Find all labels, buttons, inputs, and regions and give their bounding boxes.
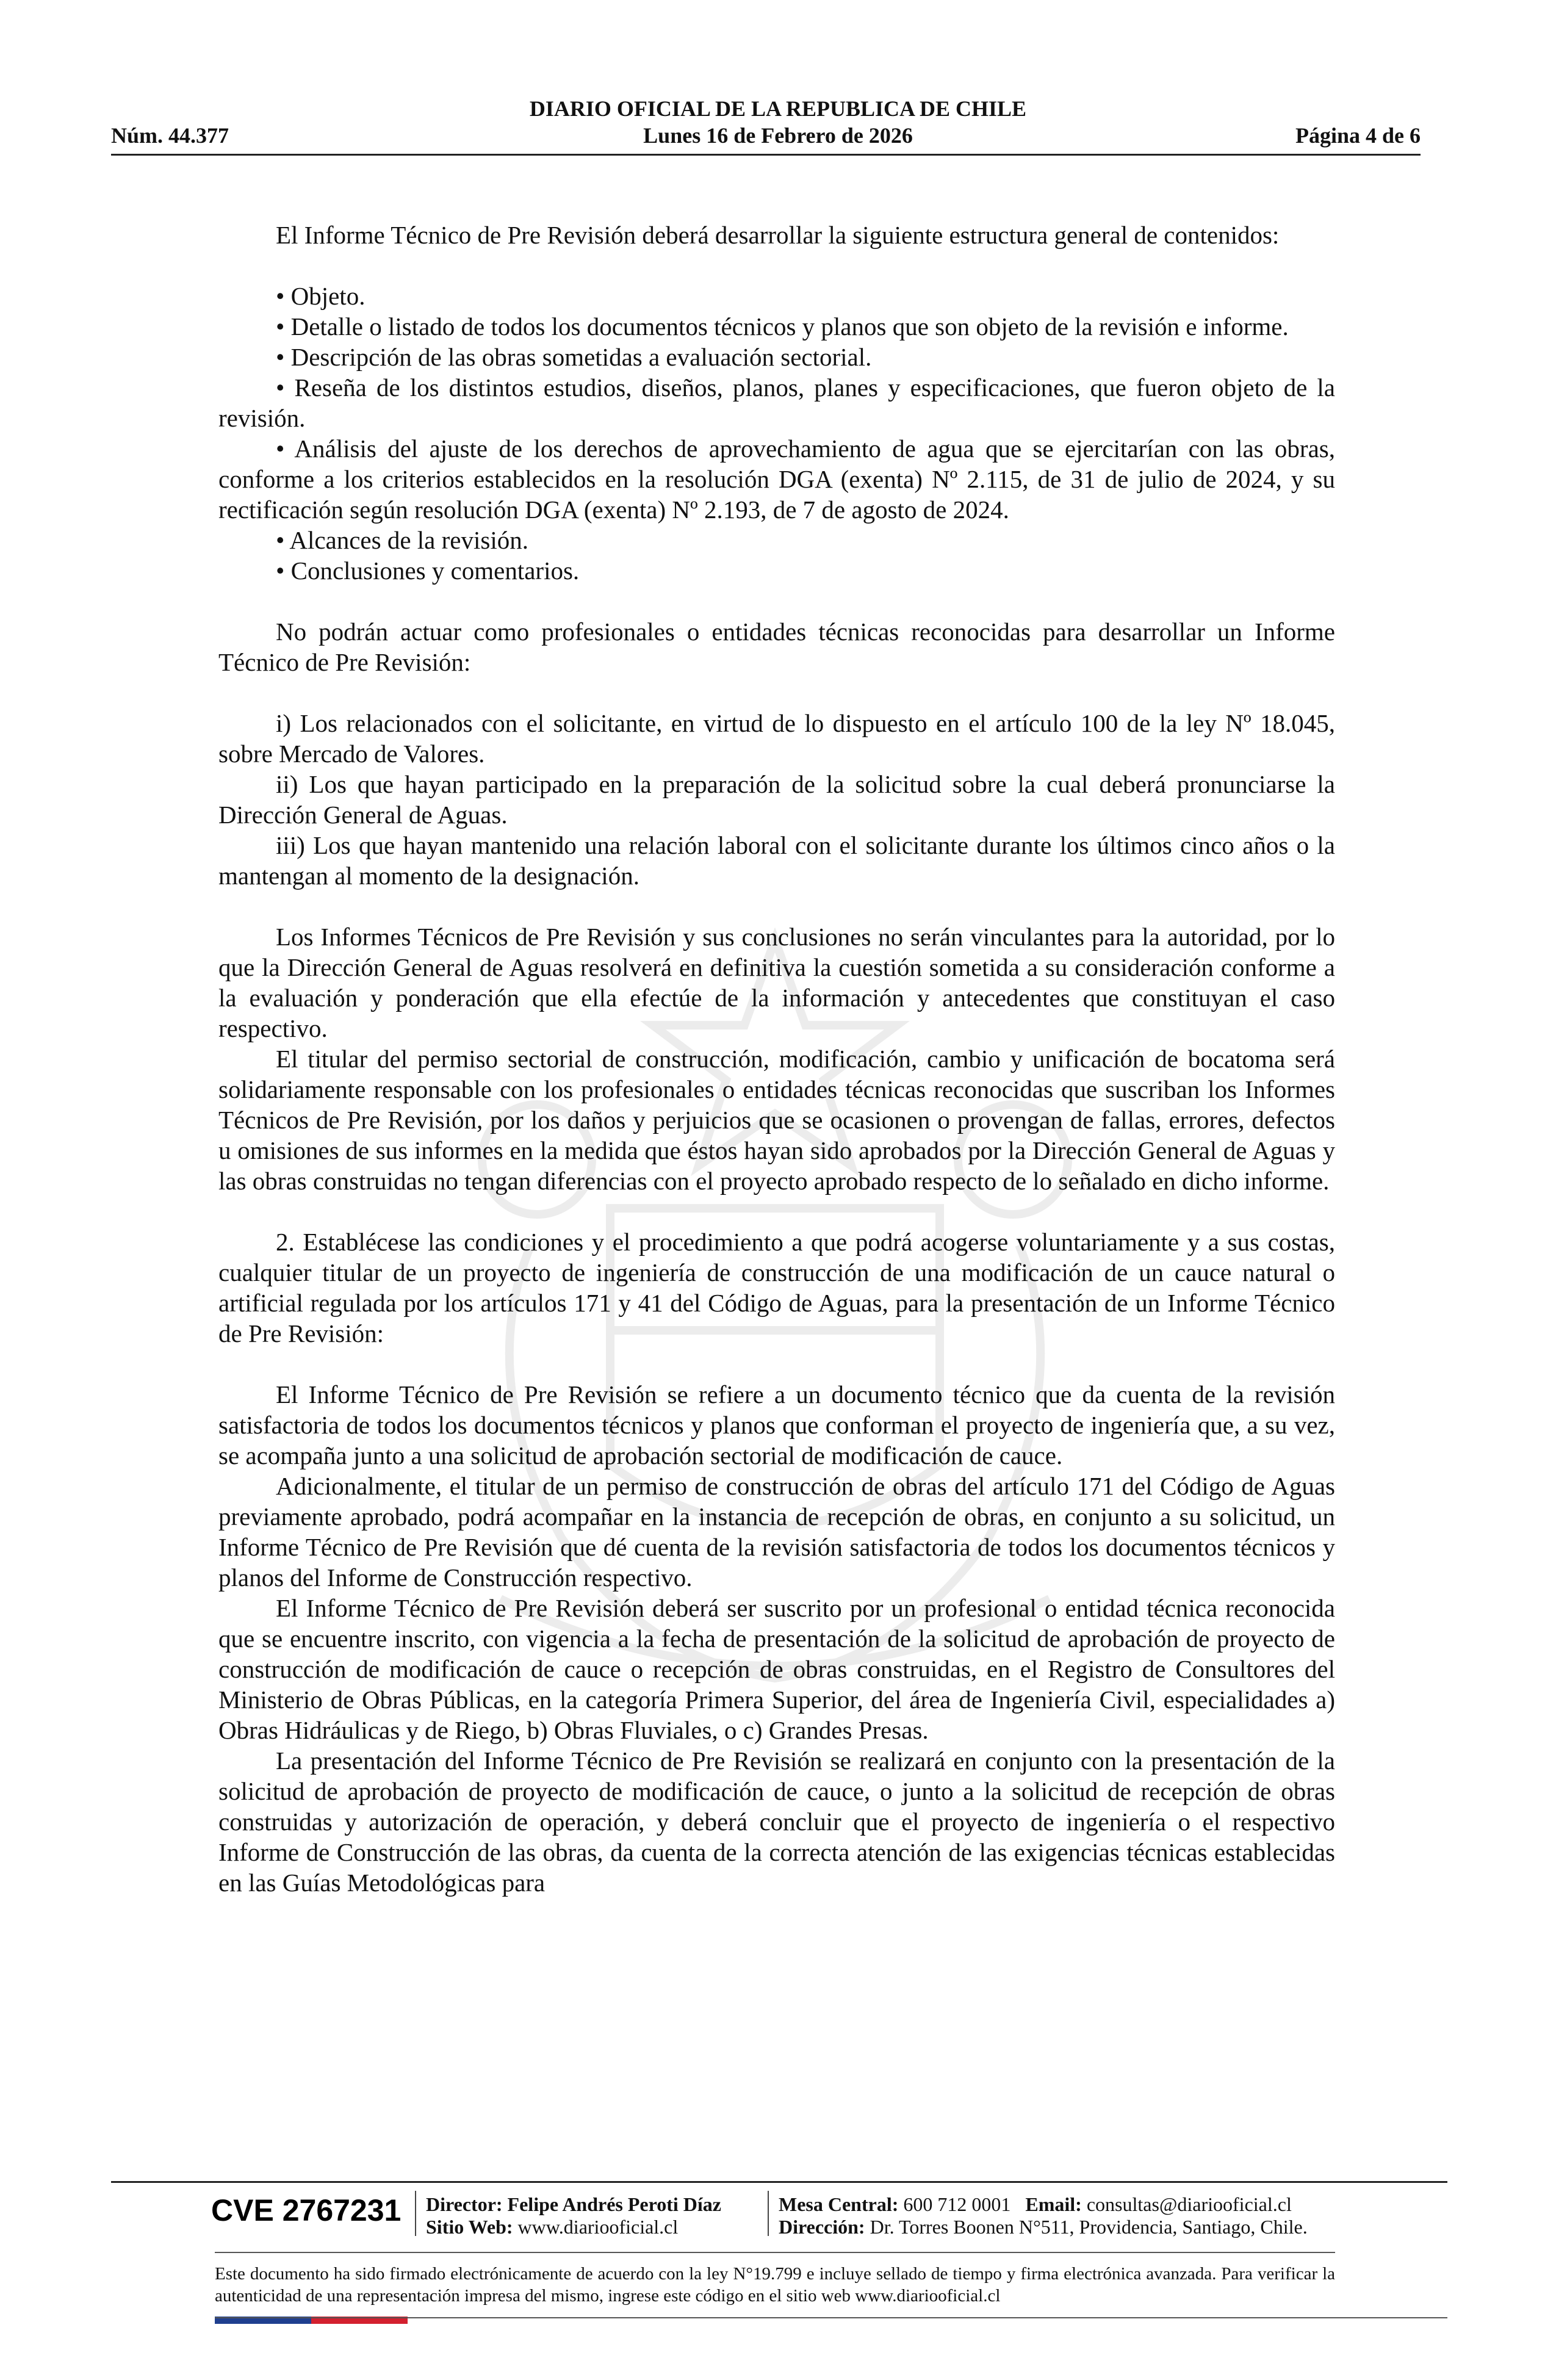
body-paragraph: • Descripción de las obras sometidas a evaluación sectorial. bbox=[276, 343, 872, 371]
site-label: Sitio Web: bbox=[426, 2216, 513, 2238]
body-paragraph: No podrán actuar como profesionales o entidades técnicas reconocidas para desarrollar un Informe Técnico de Pre Revisión: bbox=[218, 618, 1335, 676]
email-link[interactable]: consultas@diariooficial.cl bbox=[1086, 2193, 1292, 2215]
body-paragraph: • Alcances de la revisión. bbox=[276, 526, 528, 554]
paragraph-gap bbox=[218, 586, 1335, 616]
footer-bottom-rule bbox=[215, 2317, 1447, 2318]
paragraph-gap bbox=[218, 677, 1335, 708]
mesa-phone: 600 712 0001 bbox=[903, 2193, 1011, 2215]
paragraph-gap bbox=[218, 1196, 1335, 1227]
footer-separator bbox=[768, 2191, 769, 2236]
paragraph-gap bbox=[218, 1349, 1335, 1379]
legal-notice: Este documento ha sido firmado electrónicamente de acuerdo con la ley N°19.799 e incluye sellado de tiempo y firma electrónica avanzada. Para verificar la autenticidad de una representación impresa del mismo, ingrese este código en el sitio web www.diariooficial.cl bbox=[215, 2264, 1335, 2306]
paragraph-gap bbox=[218, 250, 1335, 281]
body-paragraph: • Objeto. bbox=[276, 282, 366, 310]
body-paragraph: ii) Los que hayan participado en la preparación de la solicitud sobre la cual deberá pronunciarse la Dirección General de Aguas. bbox=[218, 770, 1335, 829]
address-value: Dr. Torres Boonen N°511, Providencia, Santiago, Chile. bbox=[870, 2216, 1308, 2238]
body-paragraph: iii) Los que hayan mantenido una relación laboral con el solicitante durante los últimos cinco años o la mantengan al momento de la designación. bbox=[218, 831, 1335, 890]
cve-code: CVE 2767231 bbox=[211, 2193, 402, 2227]
body-paragraph: • Análisis del ajuste de los derechos de aprovechamiento de agua que se ejercitarían con las obras, conforme a los criterios establecidos en la resolución DGA (exenta) Nº 2.115, de 31 de julio de 2024, y su rectificación según resolución DGA (exenta) Nº 2.193, de 7 de agosto de 2024. bbox=[218, 435, 1335, 524]
body-paragraph: El Informe Técnico de Pre Revisión deberá ser suscrito por un profesional o entidad técnica reconocida que se encuentre inscrito, con vigencia a la fecha de presentación de la solicitud de aprobación de proyecto de construcción de modificación de cauce o recepción de obras construidas, en el Registro de Consultores del Ministerio de Obras Públicas, en la categoría Primera Superior, del área de Ingeniería Civil, especialidades a) Obras Hidráulicas y de Riego, b) Obras Fluviales, o c) Grandes Presas. bbox=[218, 1594, 1335, 1744]
email-label: Email: bbox=[1025, 2193, 1082, 2215]
body-paragraph: El titular del permiso sectorial de construcción, modificación, cambio y unificación de bocatoma será solidariamente responsable con los profesionales o entidades técnicas reconocidas que suscriban los Informes Técnicos de Pre Revisión, por los daños y perjuicios que se ocasionen o provengan de fallas, errores, defectos u omisiones de sus informes en la medida que éstos hayan sido aprobados por la Dirección General de Aguas y las obras construidas no tengan diferencias con el proyecto aprobado respecto de lo señalado en dicho informe. bbox=[218, 1045, 1335, 1195]
body-paragraph: 2. Establécese las condiciones y el procedimiento a que podrá acogerse voluntariamente y a sus costas, cualquier titular de un proyecto de ingeniería de construcción de una modificación de un cauce natural o artificial regulada por los artículos 171 y 41 del Código de Aguas, para la presentación de un Informe Técnico de Pre Revisión: bbox=[218, 1228, 1335, 1347]
footer-divider bbox=[111, 2181, 1447, 2183]
header-divider bbox=[111, 154, 1421, 156]
address-label: Dirección: bbox=[779, 2216, 865, 2238]
body-paragraph: i) Los relacionados con el solicitante, en virtud de lo dispuesto en el artículo 100 de la ley Nº 18.045, sobre Mercado de Valores. bbox=[218, 709, 1335, 768]
body-paragraph: Los Informes Técnicos de Pre Revisión y sus conclusiones no serán vinculantes para la autoridad, por lo que la Dirección General de Aguas resolverá en definitiva la cuestión sometida a su consideración conforme a la evaluación y ponderación que ella efectúe de la información y antecedentes que constituyan el caso respectivo. bbox=[218, 923, 1335, 1042]
body-paragraph: Adicionalmente, el titular de un permiso de construcción de obras del artículo 171 del Código de Aguas previamente aprobado, podrá acompañar en la instancia de recepción de obras, en conjunto a su solicitud, un Informe Técnico de Pre Revisión que dé cuenta de la revisión satisfactoria de todos los documentos técnicos y planos del Informe de Construcción respectivo. bbox=[218, 1472, 1335, 1592]
footer-inner-divider bbox=[215, 2252, 1335, 2253]
footer-director-block bbox=[426, 2193, 721, 2238]
director-label: Director: bbox=[426, 2193, 503, 2215]
body-paragraph: El Informe Técnico de Pre Revisión se refiere a un documento técnico que da cuenta de la revisión satisfactoria de todos los documentos técnicos y planos que conforman el proyecto de ingeniería que, a su vez, se acompaña junto a una solicitud de aprobación sectorial de modificación de cauce. bbox=[218, 1380, 1335, 1469]
footer-separator bbox=[415, 2191, 416, 2236]
document-body bbox=[218, 220, 1335, 1898]
body-paragraph: • Detalle o listado de todos los documentos técnicos y planos que son objeto de la revisión e informe. bbox=[276, 312, 1289, 341]
footer-contact-block bbox=[779, 2193, 1308, 2238]
page-indicator: Página 4 de 6 bbox=[1295, 123, 1421, 148]
body-paragraph: La presentación del Informe Técnico de Pre Revisión se realizará en conjunto con la presentación de la solicitud de aprobación de proyecto de modificación de cauce, o junto a la solicitud de recepción de obras construidas y autorización de operación, y deberá concluir que el proyecto de ingeniería o el respectivo Informe de Construcción de las obras, da cuenta de la correcta atención de las exigencias técnicas establecidas en las Guías Metodológicas para bbox=[218, 1747, 1335, 1897]
issue-date: Lunes 16 de Febrero de 2026 bbox=[643, 123, 913, 148]
paragraph-gap bbox=[218, 891, 1335, 921]
mesa-label: Mesa Central: bbox=[779, 2193, 899, 2215]
issue-number: Núm. 44.377 bbox=[111, 123, 229, 148]
body-paragraph: • Conclusiones y comentarios. bbox=[276, 557, 580, 585]
site-link[interactable]: www.diariooficial.cl bbox=[517, 2216, 679, 2238]
body-paragraph: • Reseña de los distintos estudios, diseños, planos, planes y especificaciones, que fueron objeto de la revisión. bbox=[218, 373, 1335, 432]
body-paragraph: El Informe Técnico de Pre Revisión deberá desarrollar la siguiente estructura general de contenidos: bbox=[276, 221, 1280, 249]
director-name: Felipe Andrés Peroti Díaz bbox=[507, 2193, 721, 2215]
publication-title: DIARIO OFICIAL DE LA REPUBLICA DE CHILE bbox=[529, 96, 1027, 121]
